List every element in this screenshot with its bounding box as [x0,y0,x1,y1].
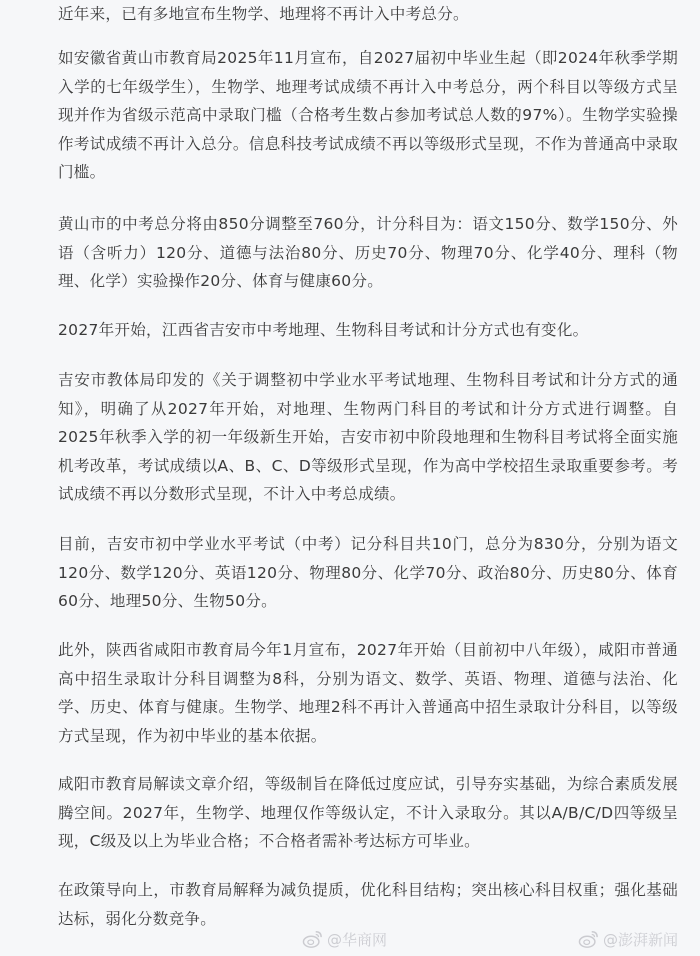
watermark-text: @澎湃新闻 [603,930,679,949]
paragraph-xianyang-policy: 此外，陕西省咸阳市教育局今年1月宣布，2027年开始（目前初中八年级），咸阳市普通高中招生录取计分科目调整为8科，分别为语文、数学、英语、物理、道德与法治、化学、历史、体育与健康。生物学、地理2科不再计入普通高中招生录取计分科目，以等级方式呈现，作为初中毕业的基本依据。 [58,641,678,745]
weibo-logo-icon [302,929,324,949]
watermark-huashang [302,926,387,952]
paragraph-intro: 近年来，已有多地宣布生物学、地理将不再计入中考总分。 [58,5,469,23]
watermark-text: @华商网 [327,930,388,949]
paragraph-jian-current: 目前，吉安市初中学业水平考试（中考）记分科目共10门，总分为830分，分别为语文120分、数学120分、英语120分、物理80分、化学70分、政治80分、历史80分、体育60分、地理50分、生物50分。 [58,535,678,610]
paragraph-huangshan-policy: 如安徽省黄山市教育局2025年11月宣布，自2027届初中毕业生起（即2024年秋季学期入学的七年级学生），生物学、地理考试成绩不再计入中考总分，两个科目以等级方式呈现并作为省级示范高中录取门槛（合格考生数占参加考试总人数的97%）。生物学实验操作考试成绩不再计入总分。信息科技考试成绩不再以等级形式呈现，不作为普通高中录取门槛。 [58,49,678,181]
paragraph-policy-direction: 在政策导向上，市教育局解释为减负提质，优化科目结构；突出核心科目权重；强化基础达标，弱化分数竞争。 [58,881,678,928]
weibo-logo-icon [578,929,600,949]
paragraph-jian-notice: 吉安市教体局印发的《关于调整初中学业水平考试地理、生物科目考试和计分方式的通知》，明确了从2027年开始，对地理、生物两门科目的考试和计分方式进行调整。自2025年秋季入学的初一年级新生开始，吉安市初中阶段地理和生物科目考试将全面实施机考改革，考试成绩以A、B、C、D等级形式呈现，作为高中学校招生录取重要参考。考试成绩不再以分数形式呈现，不计入中考总成绩。 [58,371,678,503]
paragraph-jian-intro: 2027年开始，江西省吉安市中考地理、生物科目考试和计分方式也有变化。 [58,321,589,339]
paragraph-huangshan-scores: 黄山市的中考总分将由850分调整至760分，计分科目为：语文150分、数学150分、外语（含听力）120分、道德与法治80分、历史70分、物理70分、化学40分、理科（物理、化学）实验操作20分、体育与健康60分。 [58,215,678,290]
watermark-thepaper [578,926,678,952]
paragraph-xianyang-explain: 咸阳市教育局解读文章介绍，等级制旨在降低过度应试，引导夯实基础，为综合素质发展腾空间。2027年，生物学、地理仅作等级认定，不计入录取分。其以A/B/C/D四等级呈现，C级及以上为毕业合格；不合格者需补考达标方可毕业。 [58,775,678,850]
